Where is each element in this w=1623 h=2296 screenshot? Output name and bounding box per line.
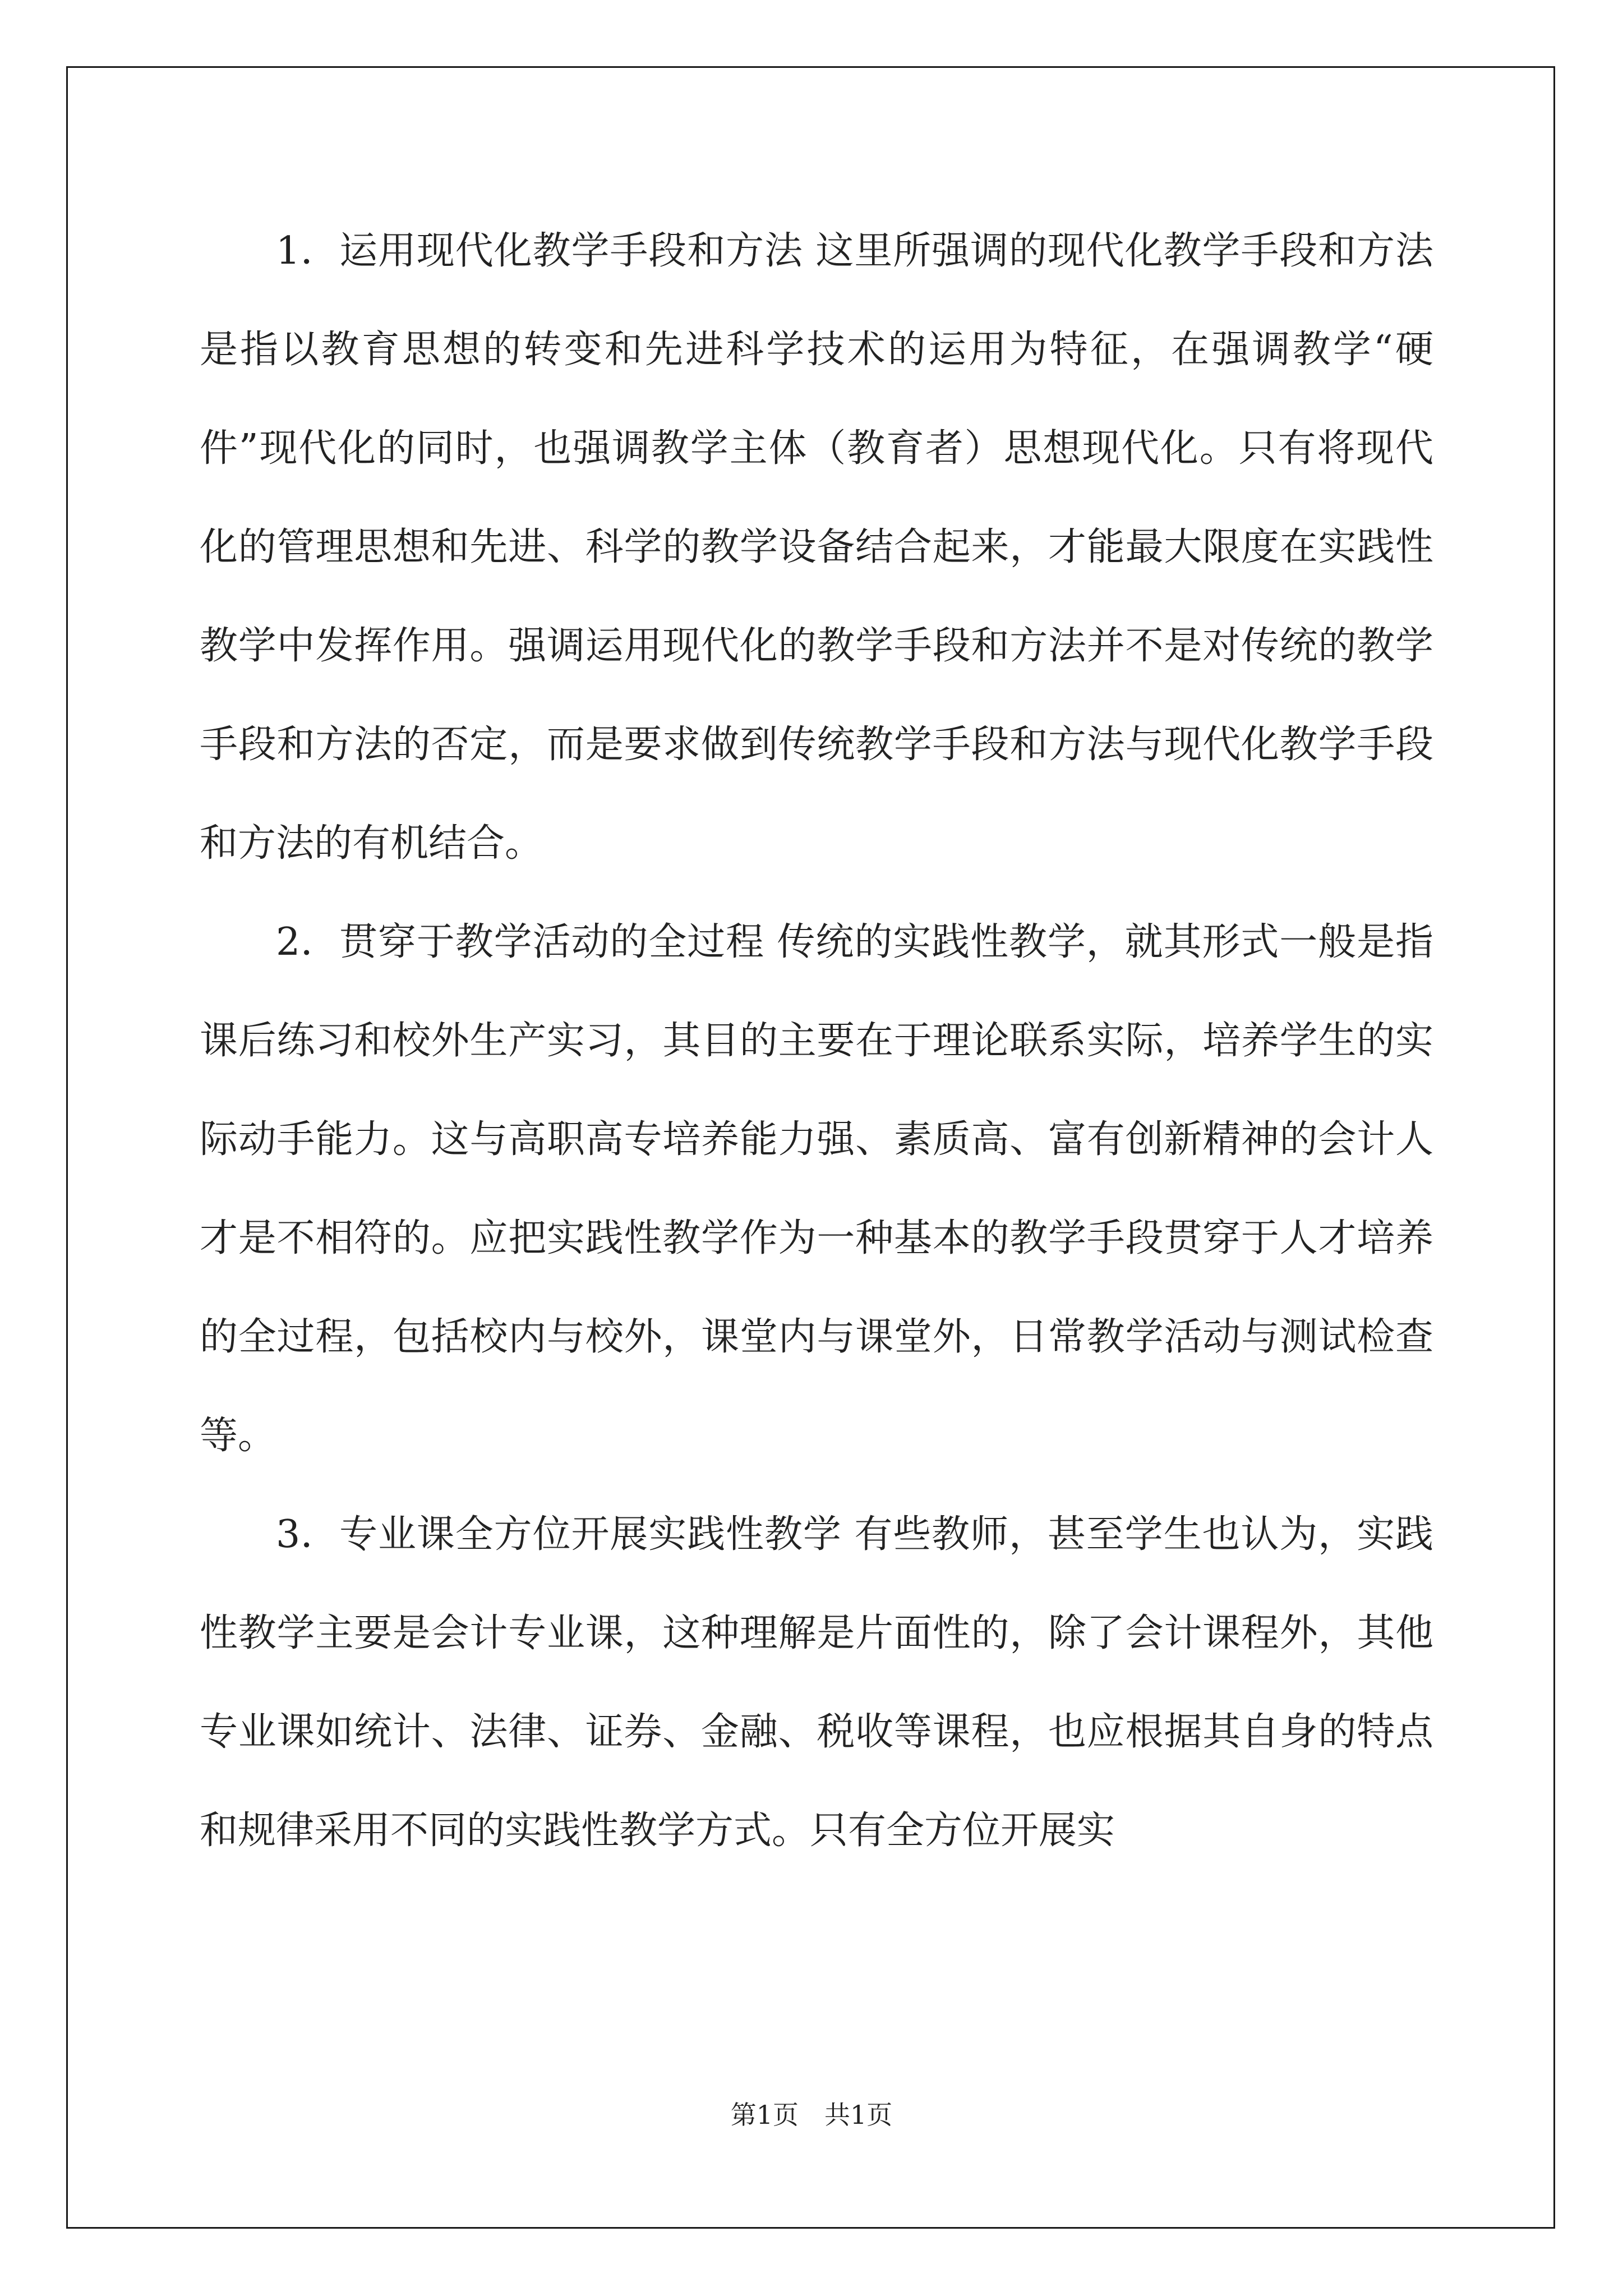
paragraph-3: 3．专业课全方位开展实践性教学 有些教师，甚至学生也认为，实践性教学主要是会计专业课，这种理解是片面性的，除了会计课程外，其他专业课如统计、法律、证券、金融、税收等课程，也应根据其自身的特点和规律采用不同的实践性教学方式。只有全方位开展实	[200, 1512, 1433, 1853]
paragraph-2: 2．贯穿于教学活动的全过程 传统的实践性教学，就其形式一般是指课后练习和校外生产实习，其目的主要在于理论联系实际，培养学生的实际动手能力。这与高职高专培养能力强、素质高、富有创新精神的会计人才是不相符的。应把实践性教学作为一种基本的教学手段贯穿于人才培养的全过程，包括校内与校外，课堂内与课堂外，日常教学活动与测试检查等。	[200, 920, 1433, 1458]
page-number-footer: 第1页 共1页	[730, 2100, 893, 2130]
document-body	[200, 202, 1433, 1880]
paragraph-1: 1．运用现代化教学手段和方法 这里所强调的现代化教学手段和方法是指以教育思想的转变和先进科学技术的运用为特征，在强调教学“硬件”现代化的同时，也强调教学主体（教育者）思想现代化。只有将现代化的管理思想和先进、科学的教学设备结合起来，才能最大限度在实践性教学中发挥作用。强调运用现代化的教学手段和方法并不是对传统的教学手段和方法的否定，而是要求做到传统教学手段和方法与现代化教学手段和方法的有机结合。	[200, 229, 1433, 866]
